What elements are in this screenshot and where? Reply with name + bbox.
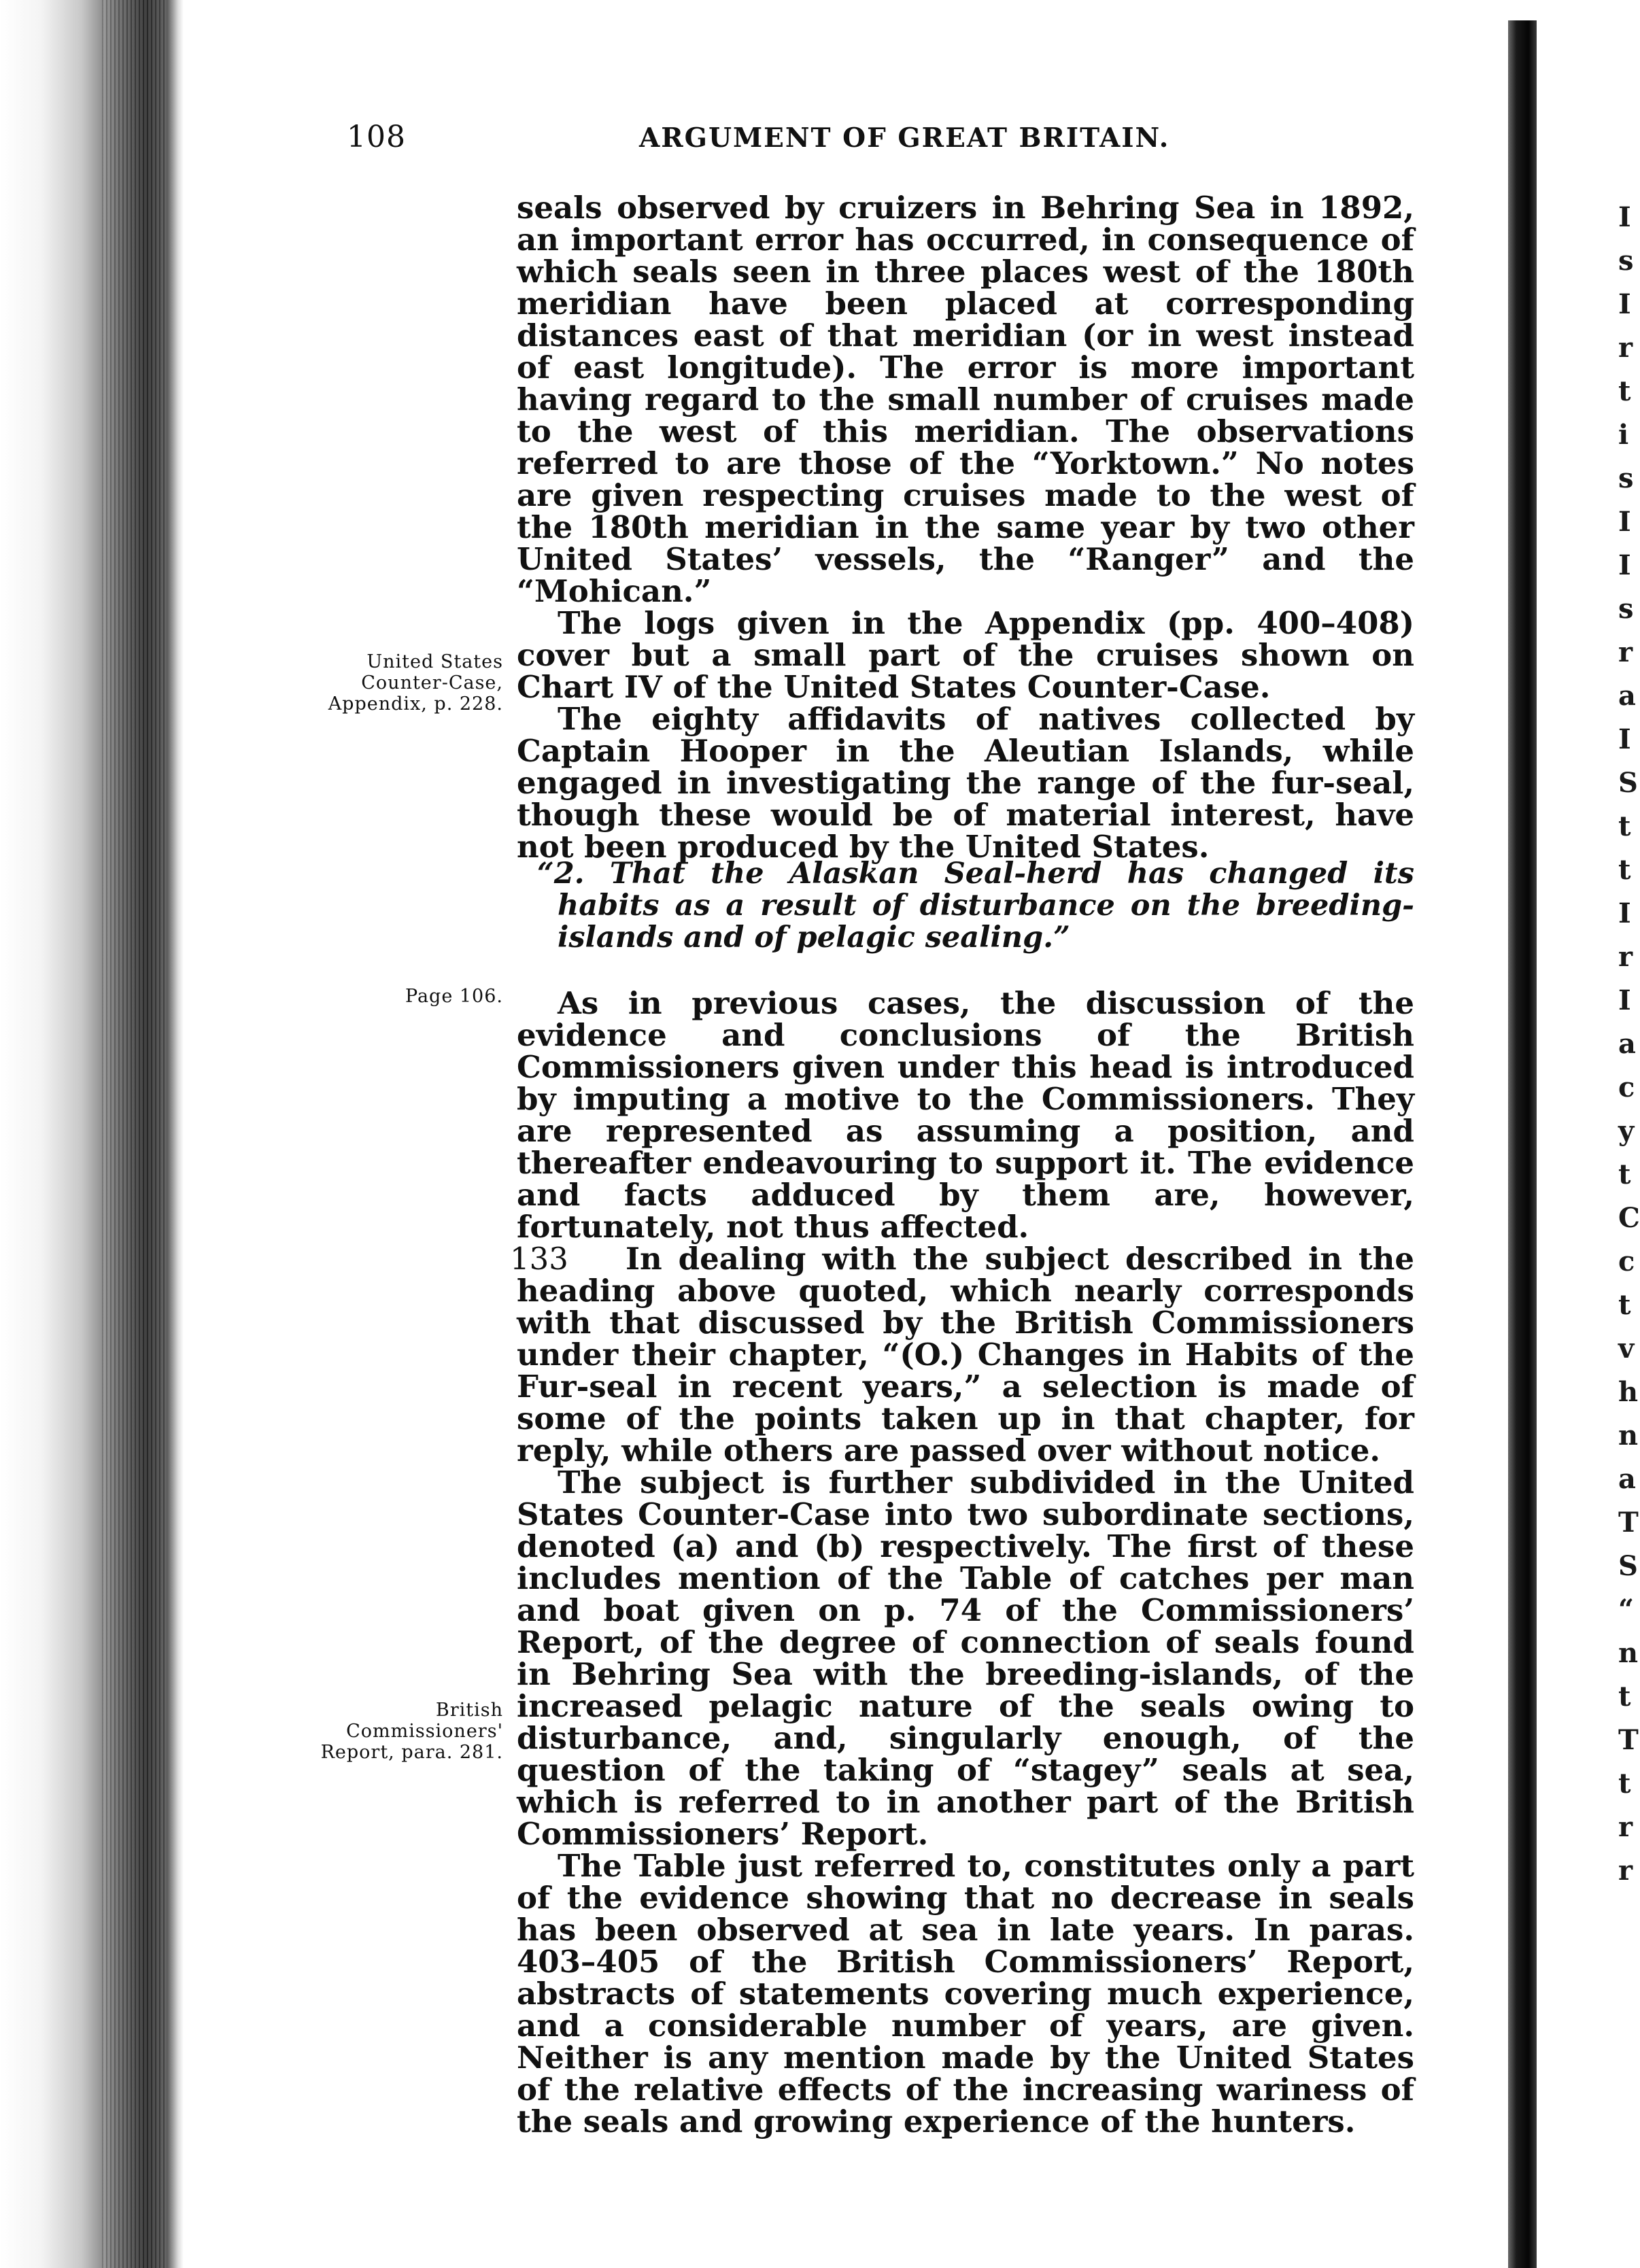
facing-page-letter: I <box>1618 506 1631 538</box>
facing-page-letter: c <box>1618 1245 1635 1277</box>
facing-page-letter: n <box>1618 1637 1639 1669</box>
facing-page-letter: S <box>1618 1550 1638 1582</box>
section-heading-quote: “2. That the Alaskan Seal-herd has changed its habits as a result of disturbance on the breeding-islands and of pelagic sealing.” <box>537 857 1414 955</box>
facing-page-letter: r <box>1618 636 1633 668</box>
facing-page-letter: c <box>1618 1071 1635 1103</box>
facing-page-letter: t <box>1618 375 1631 407</box>
facing-page-letter: “ <box>1618 1594 1635 1626</box>
facing-page-letter: t <box>1618 1681 1631 1713</box>
margin-note-counter-case: United States Counter-Case, Appendix, p. 228. <box>328 651 503 715</box>
facing-page-letter: s <box>1618 593 1634 625</box>
facing-page-letter: I <box>1618 549 1631 581</box>
facing-page-letter: s <box>1618 245 1634 277</box>
facing-page-letter: a <box>1618 1463 1636 1495</box>
section-heading-block <box>517 858 1414 954</box>
facing-page-letter: I <box>1618 984 1631 1016</box>
facing-page-letter: r <box>1618 1811 1633 1843</box>
facing-page-letter: a <box>1618 680 1636 712</box>
facing-page-letter: t <box>1618 854 1631 886</box>
facing-page-letter: t <box>1618 810 1631 842</box>
facing-page-letter: I <box>1618 723 1631 755</box>
facing-page-letter: r <box>1618 332 1633 364</box>
paragraph-dealing-with-subject <box>510 1241 1414 1468</box>
margin-note-british-report: British Commissioners' Report, para. 281. <box>320 1700 503 1763</box>
facing-page-letter: T <box>1618 1507 1639 1539</box>
facing-page-letter: i <box>1618 419 1629 451</box>
facing-page-letter: r <box>1618 1855 1633 1887</box>
facing-page-letter: t <box>1618 1158 1631 1190</box>
section-number: 133 <box>510 1241 568 1277</box>
facing-page-letter: T <box>1618 1724 1639 1756</box>
facing-page-letter: I <box>1618 897 1631 929</box>
book-page-edge <box>0 0 184 2268</box>
paragraph-table-referred: The Table just referred to, constitutes only a part of the evidence showing that no decrease in seals has been observed at sea in late years. In paras. 403–405 of the British Commissioners’ Report, abstracts of statements covering much experience, and a considerable number of years, are given. Neither is any mention made by the United States of the relative effects of the increasing wariness of the seals and growing experience of the hunters. <box>517 1848 1414 2140</box>
margin-note-page-106: Page 106. <box>405 986 503 1007</box>
paragraph-eighty-affidavits: The eighty affidavits of natives collected by Captain Hooper in the Aleutian Islands, while engaged in investigating the range of the fur-seal, though these would be of material interest, have not been produced by the United States. <box>517 701 1414 865</box>
facing-page-letter: C <box>1618 1202 1640 1234</box>
facing-page-letter: t <box>1618 1768 1631 1800</box>
paragraph-previous-cases: As in previous cases, the discussion of the evidence and conclusions of the British Commissioners given under this head is introduced by imputing a motive to the Commissioners. They are represented as assuming a position, and thereafter endeavouring to support it. The evidence and facts adduced by them are, however, fortunately, not thus affected. <box>517 985 1414 1245</box>
facing-page-letter: n <box>1618 1420 1639 1451</box>
facing-page-letter: y <box>1618 1115 1635 1147</box>
paragraph-yorktown-error: seals observed by cruizers in Behring Sea in 1892, an important error has occurred, in consequence of which seals seen in three places west of the 180th meridian have been placed at corresponding distances east of that meridian (or in west instead of east longitude). The error is more important having regard to the small number of cruises made to the west of this meridian. The observations referred to are those of the “Yorktown.” No notes are given respecting cruises made to the west of the 180th meridian in the same year by two other United States’ vessels, the “Ranger” and the “Mohican.” <box>517 190 1414 609</box>
facing-page-letter: h <box>1618 1376 1639 1408</box>
running-head: ARGUMENT OF GREAT BRITAIN. <box>639 122 1170 154</box>
paragraph-dealing-text: In dealing with the subject described in the heading above quoted, which nearly corresponds with that discussed by the British Commissioners under their chapter, “(O.) Changes in Habits of the Fur-seal in recent years,” a selection is made of some of the points taken up in that chapter, for reply, while others are passed over without notice. <box>517 1241 1414 1468</box>
book-gutter-shadow <box>1508 20 1537 2268</box>
paragraph-further-subdivided: The subject is further subdivided in the United States Counter-Case into two subordinate sections, denoted (a) and (b) respectively. The first of these includes mention of the Table of catches per man and boat given on p. 74 of the Commissioners’ Report, of the degree of connection of seals found in Behring Sea with the breeding-islands, of the increased pelagic nature of the seals owing to disturbance, and, singularly enough, of the question of the taking of “stagey” seals at sea, which is referred to in another part of the British Commissioners’ Report. <box>517 1464 1414 1852</box>
facing-page-letter: r <box>1618 941 1633 973</box>
facing-page-edge <box>1537 0 1629 2268</box>
page-number: 108 <box>347 120 406 154</box>
facing-page-letter: t <box>1618 1289 1631 1321</box>
facing-page-letter: v <box>1618 1333 1635 1364</box>
paragraph-logs-appendix: The logs given in the Appendix (pp. 400–408) cover but a small part of the cruises shown on Chart IV of the United States Counter-Case. <box>517 605 1414 705</box>
facing-page-letter: S <box>1618 767 1638 799</box>
facing-page-letter: I <box>1618 201 1631 233</box>
facing-page-letter: I <box>1618 288 1631 320</box>
facing-page-letter: a <box>1618 1028 1636 1060</box>
page-header <box>347 120 1407 160</box>
body-column-bottom <box>510 985 1414 2140</box>
facing-page-letter: s <box>1618 462 1634 494</box>
body-column-top <box>517 192 1414 863</box>
